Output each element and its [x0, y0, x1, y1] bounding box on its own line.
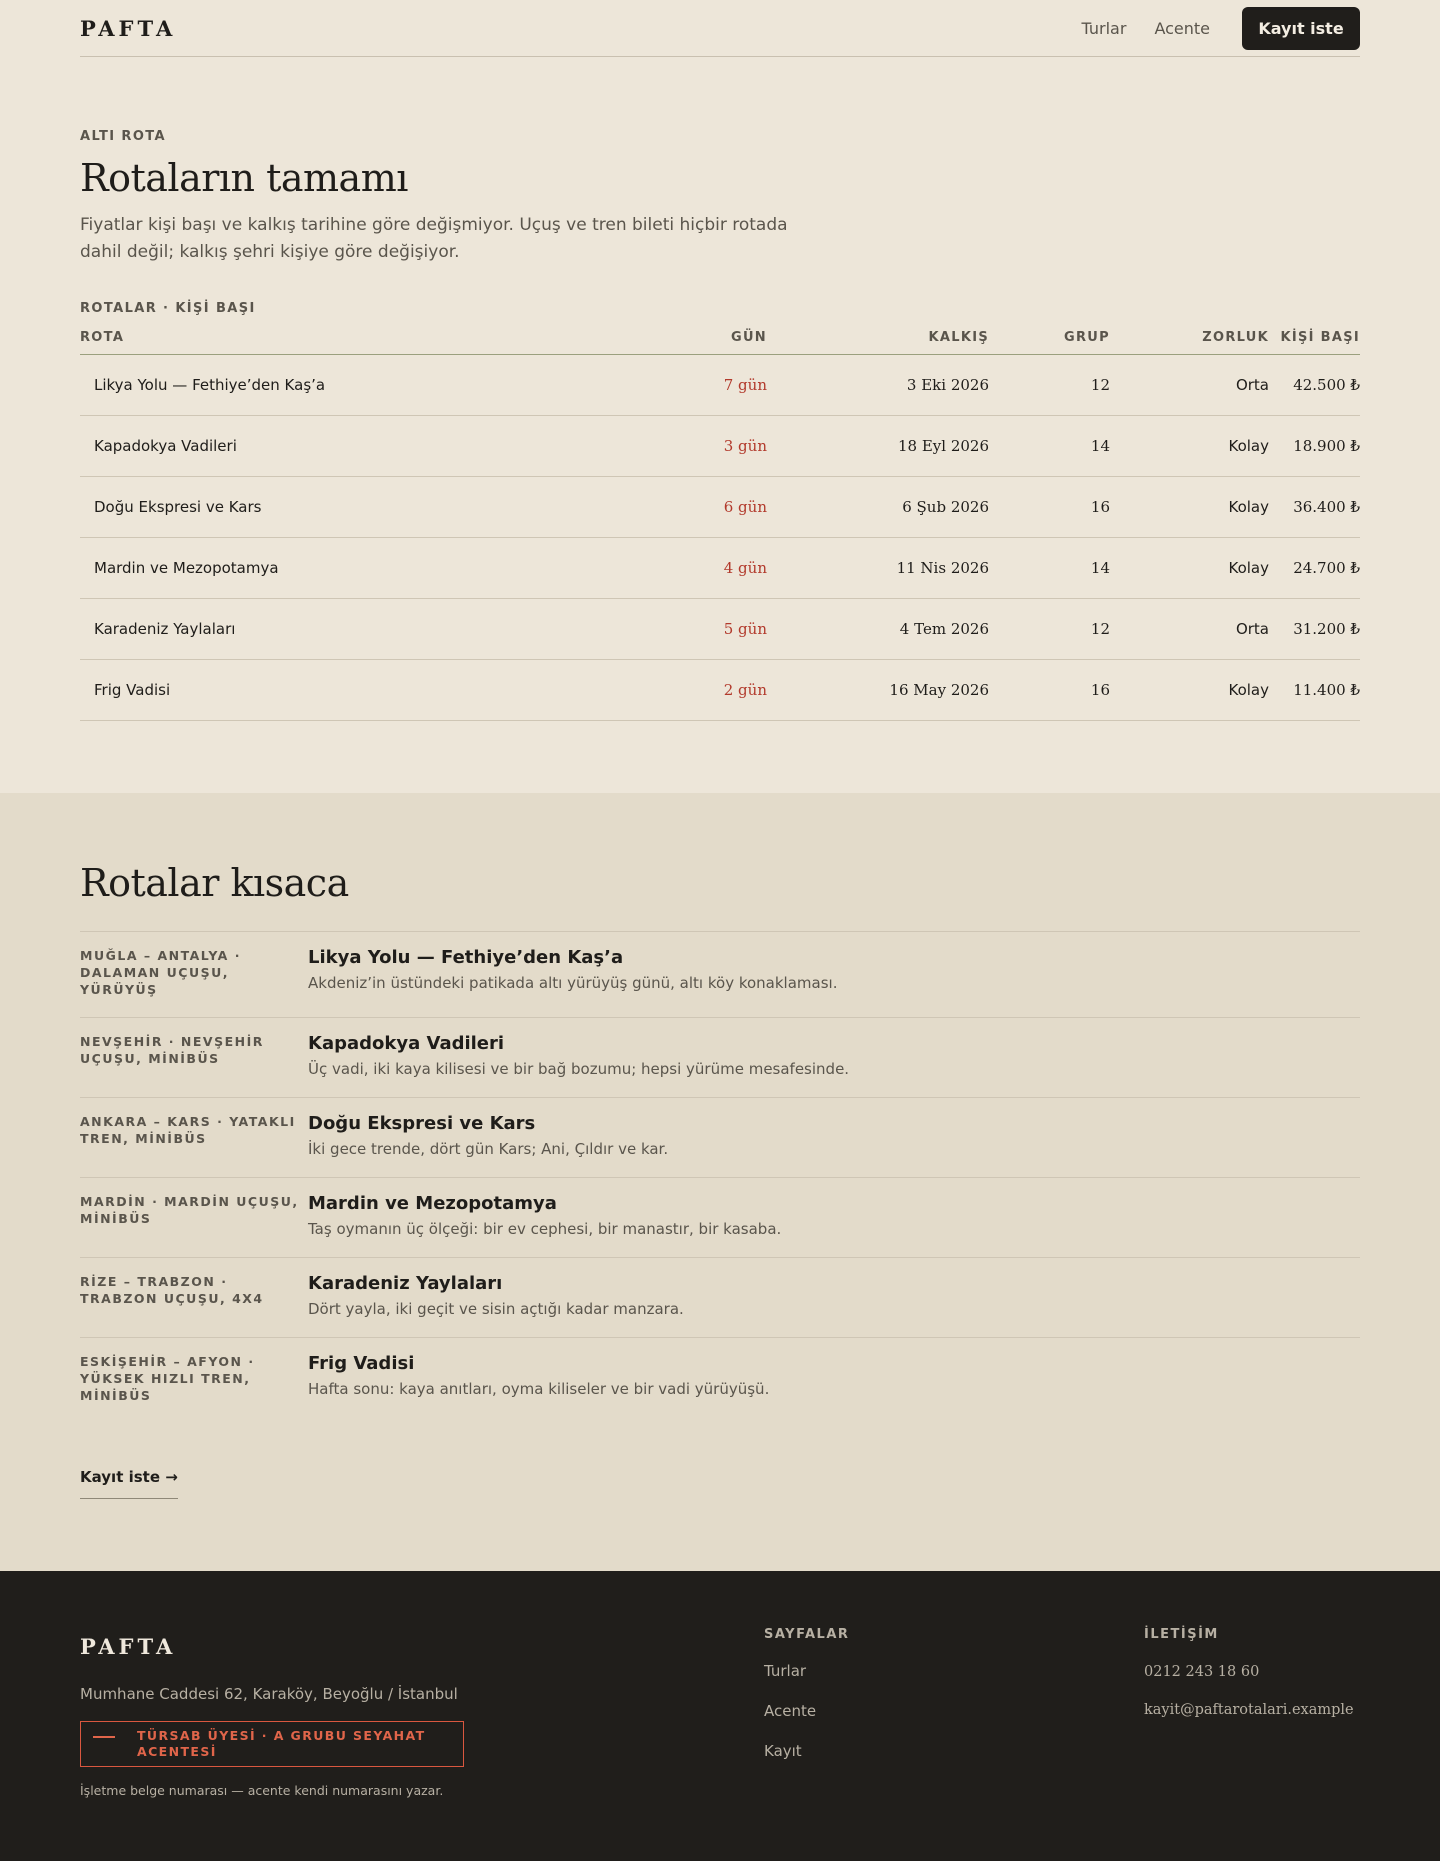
footer-note: İşletme belge numarası — acente kendi numarasını yazar. — [80, 1783, 444, 1798]
cell-zorluk: Kolay — [1110, 416, 1269, 477]
list-item — [80, 1017, 1360, 1097]
col-header-grup: GRUP — [989, 330, 1110, 355]
list-item — [80, 1337, 1360, 1423]
col-header-zorluk: ZORLUK — [1110, 330, 1269, 355]
brief-desc: Taş oymanın üç ölçeği: bir ev cephesi, bir manastır, bir kasaba. — [308, 1220, 782, 1238]
cell-kisi-basi: 42.500 ₺ — [1269, 355, 1360, 416]
table-header-row — [80, 330, 1360, 355]
col-header-kalkis: KALKIŞ — [767, 330, 989, 355]
brief-title: Kapadokya Vadileri — [308, 1033, 505, 1054]
cell-grup: 12 — [989, 355, 1110, 416]
table-row — [80, 599, 1360, 660]
footer-address: Mumhane Caddesi 62, Karaköy, Beyoğlu / İstanbul — [80, 1685, 458, 1703]
kayit-iste-button[interactable]: Kayıt iste — [1242, 7, 1360, 50]
cell-gun: 5 gün — [680, 599, 767, 660]
cell-gun: 7 gün — [680, 355, 767, 416]
cell-kalkis: 6 Şub 2026 — [767, 477, 989, 538]
table-row — [80, 416, 1360, 477]
cell-kisi-basi: 11.400 ₺ — [1269, 660, 1360, 721]
cell-grup: 14 — [989, 416, 1110, 477]
brief-body — [308, 1033, 849, 1078]
cell-zorluk: Kolay — [1110, 477, 1269, 538]
badge-dash-icon — [93, 1736, 115, 1738]
briefs-list — [80, 931, 1360, 1423]
cell-kalkis: 4 Tem 2026 — [767, 599, 989, 660]
cell-rota: Likya Yolu — Fethiye’den Kaş’a — [80, 355, 680, 416]
brief-body — [308, 1113, 668, 1158]
brief-desc: Akdeniz’in üstündeki patikada altı yürüyüş günü, altı köy konaklaması. — [308, 974, 838, 992]
footer-pages — [764, 1627, 1144, 1798]
brief-desc: Dört yayla, iki geçit ve sisin açtığı kadar manzara. — [308, 1300, 684, 1318]
nav-link-acente[interactable]: Acente — [1154, 18, 1210, 38]
cell-kalkis: 16 May 2026 — [767, 660, 989, 721]
brief-title: Mardin ve Mezopotamya — [308, 1193, 557, 1214]
footer-email[interactable]: kayit@paftarotalari.example — [1144, 1702, 1354, 1718]
main-nav — [1054, 7, 1360, 50]
section-eyebrow: ALTI ROTA — [80, 129, 167, 144]
cell-kalkis: 3 Eki 2026 — [767, 355, 989, 416]
footer-link-acente[interactable]: Acente — [764, 1702, 817, 1720]
badge-text: TÜRSAB ÜYESİ · A GRUBU SEYAHAT ACENTESİ — [137, 1728, 426, 1759]
cell-zorluk: Orta — [1110, 599, 1269, 660]
tursab-badge — [80, 1721, 464, 1767]
briefs-section — [0, 793, 1440, 1571]
brief-body — [308, 947, 837, 998]
routes-table — [80, 330, 1360, 721]
cell-zorluk: Orta — [1110, 355, 1269, 416]
cell-kalkis: 18 Eyl 2026 — [767, 416, 989, 477]
cell-gun: 2 gün — [680, 660, 767, 721]
cell-grup: 12 — [989, 599, 1110, 660]
footer-contact — [1144, 1627, 1360, 1798]
col-header-gun: GÜN — [680, 330, 767, 355]
cell-grup: 14 — [989, 538, 1110, 599]
brief-body — [308, 1353, 769, 1404]
cell-kisi-basi: 18.900 ₺ — [1269, 416, 1360, 477]
cell-zorluk: Kolay — [1110, 538, 1269, 599]
brief-body — [308, 1193, 781, 1238]
col-header-rota: ROTA — [80, 330, 680, 355]
cell-rota: Doğu Ekspresi ve Kars — [80, 477, 680, 538]
cell-kisi-basi: 31.200 ₺ — [1269, 599, 1360, 660]
table-caption: ROTALAR · KİŞİ BAŞI — [80, 301, 256, 316]
footer-link-turlar[interactable]: Turlar — [764, 1662, 807, 1680]
brief-meta: NEVŞEHİR · NEVŞEHİR UÇUŞU, MİNİBÜS — [80, 1034, 264, 1066]
brief-desc: İki gece trende, dört gün Kars; Ani, Çıldır ve kar. — [308, 1140, 669, 1158]
list-item — [80, 1177, 1360, 1257]
list-item — [80, 1257, 1360, 1337]
cell-grup: 16 — [989, 660, 1110, 721]
page-title: Rotaların tamamı — [80, 156, 408, 200]
brief-title: Karadeniz Yaylaları — [308, 1273, 503, 1294]
cell-gun: 4 gün — [680, 538, 767, 599]
list-item — [80, 931, 1360, 1017]
brief-meta: MARDİN · MARDİN UÇUŞU, MİNİBÜS — [80, 1194, 299, 1226]
brief-desc: Üç vadi, iki kaya kilisesi ve bir bağ bozumu; hepsi yürüme mesafesinde. — [308, 1060, 850, 1078]
cell-zorluk: Kolay — [1110, 660, 1269, 721]
cell-gun: 3 gün — [680, 416, 767, 477]
site-footer — [0, 1571, 1440, 1861]
cell-rota: Mardin ve Mezopotamya — [80, 538, 680, 599]
footer-link-kayit[interactable]: Kayıt — [764, 1742, 802, 1760]
brief-meta: ANKARA – KARS · YATAKLI TREN, MİNİBÜS — [80, 1114, 296, 1146]
table-row — [80, 477, 1360, 538]
site-header — [80, 0, 1360, 57]
cell-rota: Karadeniz Yaylaları — [80, 599, 680, 660]
brief-desc: Hafta sonu: kaya anıtları, oyma kiliseler ve bir vadi yürüyüşü. — [308, 1380, 770, 1398]
cell-kisi-basi: 36.400 ₺ — [1269, 477, 1360, 538]
table-row — [80, 660, 1360, 721]
cell-gun: 6 gün — [680, 477, 767, 538]
nav-link-turlar[interactable]: Turlar — [1081, 18, 1127, 38]
page-lead: Fiyatlar kişi başı ve kalkış tarihine göre değişmiyor. Uçuş ve tren bileti hiçbir rotada dahil değil; kalkış şehri kişiye göre değişiyor. — [80, 215, 788, 262]
footer-contact-heading: İLETİŞİM — [1144, 1627, 1219, 1642]
brief-body — [308, 1273, 684, 1318]
cell-grup: 16 — [989, 477, 1110, 538]
brief-meta: ESKİŞEHİR – AFYON · YÜKSEK HIZLI TREN, MİNİBÜS — [80, 1354, 255, 1403]
cell-kalkis: 11 Nis 2026 — [767, 538, 989, 599]
table-row — [80, 355, 1360, 416]
footer-pages-heading: SAYFALAR — [764, 1627, 850, 1642]
brief-meta: MUĞLA – ANTALYA · DALAMAN UÇUŞU, YÜRÜYÜŞ — [80, 948, 241, 997]
footer-brand — [80, 1627, 764, 1798]
routes-table-body — [80, 355, 1360, 721]
col-header-kisi-basi: KİŞİ BAŞI — [1269, 330, 1360, 355]
kayit-iste-link[interactable]: Kayıt iste → — [80, 1468, 178, 1499]
briefs-title: Rotalar kısaca — [80, 861, 349, 905]
cell-rota: Kapadokya Vadileri — [80, 416, 680, 477]
brief-title: Doğu Ekspresi ve Kars — [308, 1113, 536, 1134]
cell-kisi-basi: 24.700 ₺ — [1269, 538, 1360, 599]
logo[interactable]: PAFTA — [80, 15, 177, 41]
brief-title: Likya Yolu — Fethiye’den Kaş’a — [308, 947, 624, 968]
routes-section — [80, 57, 1360, 793]
list-item — [80, 1097, 1360, 1177]
brief-title: Frig Vadisi — [308, 1353, 415, 1374]
footer-logo: PAFTA — [80, 1634, 177, 1659]
brief-meta: RİZE – TRABZON · TRABZON UÇUŞU, 4X4 — [80, 1274, 264, 1306]
table-row — [80, 538, 1360, 599]
footer-phone[interactable]: 0212 243 18 60 — [1144, 1664, 1260, 1680]
cell-rota: Frig Vadisi — [80, 660, 680, 721]
